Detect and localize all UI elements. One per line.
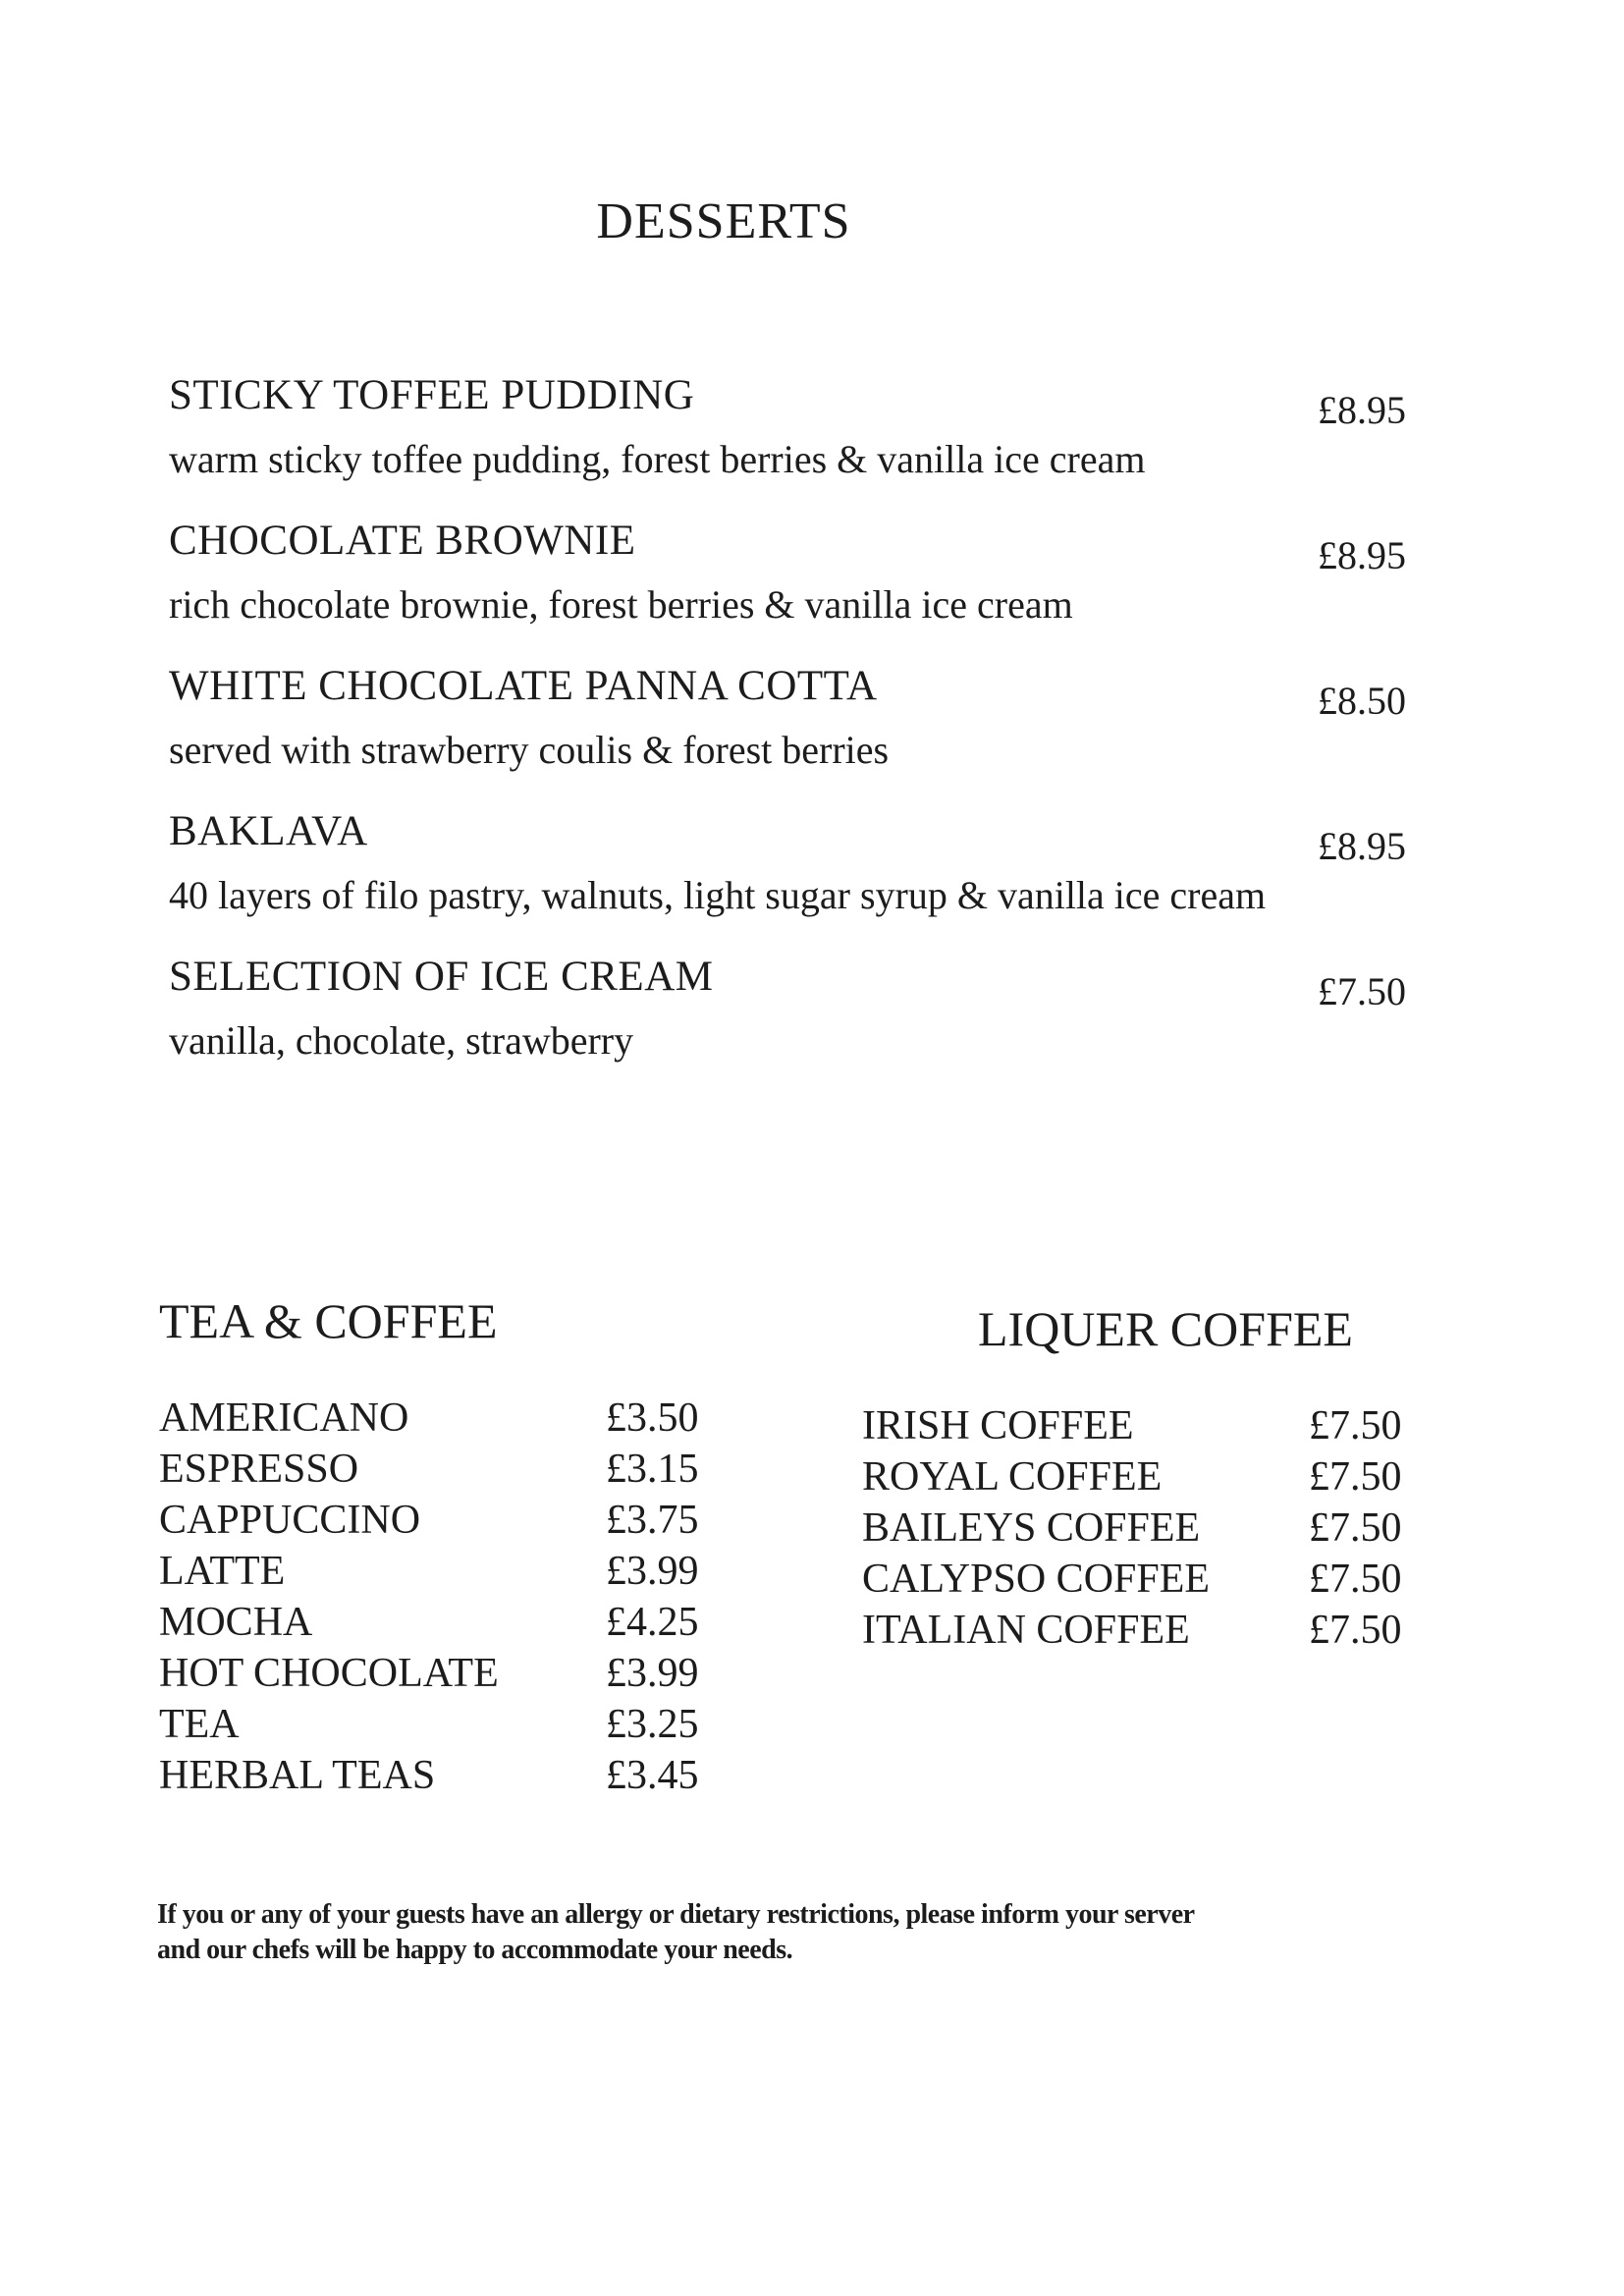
drink-name: HOT CHOCOLATE [159, 1651, 499, 1696]
list-item [169, 662, 1406, 807]
drink-price: £3.99 [606, 1549, 699, 1594]
list-item [159, 1548, 719, 1599]
drink-price: £3.45 [606, 1753, 699, 1798]
drink-price: £7.50 [1309, 1608, 1402, 1653]
drink-price: £4.25 [606, 1600, 699, 1645]
dessert-description: vanilla, chocolate, strawberry [169, 1018, 634, 1063]
list-item [169, 371, 1406, 517]
liquer-coffee-heading: LIQUER COFFEE [978, 1301, 1353, 1356]
dessert-price: £8.95 [1318, 824, 1406, 868]
list-item [169, 517, 1406, 662]
drink-name: LATTE [159, 1549, 286, 1594]
drink-name: CALYPSO COFFEE [862, 1557, 1211, 1602]
list-item [159, 1701, 719, 1752]
drink-price: £7.50 [1309, 1505, 1402, 1551]
drink-name: IRISH COFFEE [862, 1403, 1134, 1449]
drink-price: £7.50 [1309, 1403, 1402, 1449]
drink-price: £3.50 [606, 1395, 699, 1441]
dessert-name: WHITE CHOCOLATE PANNA COTTA [169, 663, 878, 709]
dessert-name: STICKY TOFFEE PUDDING [169, 372, 695, 418]
drink-name: TEA [159, 1702, 240, 1747]
list-item [862, 1607, 1422, 1658]
desserts-list [169, 371, 1406, 1098]
list-item [862, 1556, 1422, 1607]
page-title: DESSERTS [596, 193, 851, 249]
allergy-notice [157, 1897, 1434, 1968]
dessert-price: £8.95 [1318, 533, 1406, 577]
drink-name: ESPRESSO [159, 1447, 359, 1492]
list-item [159, 1497, 719, 1548]
drink-name: AMERICANO [159, 1395, 409, 1441]
list-item [862, 1504, 1422, 1556]
drink-name: BAILEYS COFFEE [862, 1505, 1201, 1551]
drink-name: HERBAL TEAS [159, 1753, 436, 1798]
allergy-notice-line: and our chefs will be happy to accommodate your needs. [157, 1935, 793, 1965]
dessert-name: SELECTION OF ICE CREAM [169, 954, 714, 1000]
dessert-description: 40 layers of filo pastry, walnuts, light sugar syrup & vanilla ice cream [169, 873, 1267, 917]
dessert-price: £8.50 [1318, 679, 1406, 723]
list-item [159, 1394, 719, 1446]
list-item [169, 807, 1406, 953]
drink-price: £3.15 [606, 1447, 699, 1492]
list-item [169, 953, 1406, 1098]
dessert-name: BAKLAVA [169, 808, 368, 854]
list-item [159, 1752, 719, 1803]
drink-price: £3.75 [606, 1498, 699, 1543]
drink-price: £3.25 [606, 1702, 699, 1747]
drink-name: MOCHA [159, 1600, 313, 1645]
liquer-coffee-section [862, 1300, 1422, 1658]
drink-name: CAPPUCCINO [159, 1498, 421, 1543]
tea-coffee-section [159, 1292, 719, 1803]
list-item [862, 1453, 1422, 1504]
drink-price: £7.50 [1309, 1557, 1402, 1602]
drink-name: ROYAL COFFEE [862, 1454, 1163, 1500]
drink-price: £3.99 [606, 1651, 699, 1696]
drink-name: ITALIAN COFFEE [862, 1608, 1190, 1653]
tea-coffee-heading: TEA & COFFEE [159, 1293, 498, 1348]
dessert-price: £8.95 [1318, 388, 1406, 432]
dessert-price: £7.50 [1318, 969, 1406, 1013]
dessert-description: served with strawberry coulis & forest berries [169, 728, 890, 772]
allergy-notice-line: If you or any of your guests have an allergy or dietary restrictions, please inform your server [157, 1899, 1195, 1930]
dessert-name: CHOCOLATE BROWNIE [169, 518, 636, 564]
drink-price: £7.50 [1309, 1454, 1402, 1500]
list-item [159, 1446, 719, 1497]
list-item [159, 1599, 719, 1650]
list-item [159, 1650, 719, 1701]
dessert-description: warm sticky toffee pudding, forest berries & vanilla ice cream [169, 437, 1146, 481]
list-item [862, 1402, 1422, 1453]
dessert-description: rich chocolate brownie, forest berries & vanilla ice cream [169, 582, 1073, 627]
